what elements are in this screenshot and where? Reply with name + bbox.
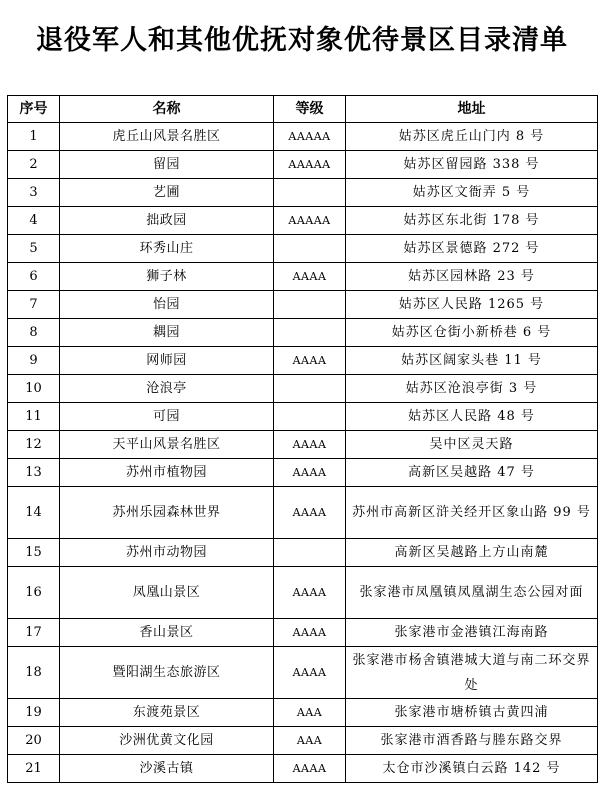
cell-name: 香山景区: [60, 619, 274, 647]
cell-address: 姑苏区人民路 1265 号: [346, 291, 598, 319]
table-row: [8, 207, 598, 235]
cell-level: AAAA: [274, 619, 346, 647]
table-row: [8, 755, 598, 783]
cell-address: 张家港市凤凰镇凤凰湖生态公园对面: [346, 567, 598, 619]
table-row: [8, 375, 598, 403]
table-row: [8, 151, 598, 179]
table-row: [8, 699, 598, 727]
cell-level: AAA: [274, 699, 346, 727]
cell-level: [274, 179, 346, 207]
scenic-spot-table: [7, 95, 598, 783]
cell-no: 15: [8, 539, 60, 567]
cell-name: 拙政园: [60, 207, 274, 235]
cell-address: 姑苏区东北街 178 号: [346, 207, 598, 235]
cell-level: AAAA: [274, 347, 346, 375]
cell-no: 21: [8, 755, 60, 783]
table-row: [8, 619, 598, 647]
cell-name: 可园: [60, 403, 274, 431]
cell-address: 高新区吴越路上方山南麓: [346, 539, 598, 567]
table-row: [8, 647, 598, 699]
cell-no: 16: [8, 567, 60, 619]
cell-level: [274, 235, 346, 263]
cell-address: 吴中区灵天路: [346, 431, 598, 459]
cell-no: 17: [8, 619, 60, 647]
cell-level: [274, 291, 346, 319]
table-row: [8, 567, 598, 619]
table-row: [8, 263, 598, 291]
cell-name: 狮子林: [60, 263, 274, 291]
cell-no: 7: [8, 291, 60, 319]
cell-level: [274, 319, 346, 347]
cell-no: 3: [8, 179, 60, 207]
cell-address: 太仓市沙溪镇白云路 142 号: [346, 755, 598, 783]
cell-name: 苏州乐园森林世界: [60, 487, 274, 539]
cell-address: 姑苏区文衙弄 5 号: [346, 179, 598, 207]
cell-name: 艺圃: [60, 179, 274, 207]
table-row: [8, 179, 598, 207]
table-header-row: [8, 96, 598, 123]
cell-no: 5: [8, 235, 60, 263]
cell-name: 怡园: [60, 291, 274, 319]
page-title: 退役军人和其他优抚对象优待景区目录清单: [36, 25, 568, 56]
header-no: 序号: [8, 96, 60, 123]
cell-no: 6: [8, 263, 60, 291]
cell-level: AAAA: [274, 755, 346, 783]
cell-no: 20: [8, 727, 60, 755]
cell-level: AAAA: [274, 487, 346, 539]
cell-address: 张家港市金港镇江海南路: [346, 619, 598, 647]
cell-name: 网师园: [60, 347, 274, 375]
cell-name: 天平山风景名胜区: [60, 431, 274, 459]
table-row: [8, 431, 598, 459]
cell-no: 14: [8, 487, 60, 539]
cell-level: AAAA: [274, 647, 346, 699]
cell-name: 苏州市植物园: [60, 459, 274, 487]
cell-address: 张家港市酒香路与塍东路交界: [346, 727, 598, 755]
cell-name: 苏州市动物园: [60, 539, 274, 567]
cell-level: AAAA: [274, 431, 346, 459]
header-address: 地址: [346, 96, 598, 123]
cell-level: [274, 375, 346, 403]
cell-no: 11: [8, 403, 60, 431]
cell-no: 8: [8, 319, 60, 347]
cell-address: 姑苏区留园路 338 号: [346, 151, 598, 179]
table-row: [8, 347, 598, 375]
cell-no: 12: [8, 431, 60, 459]
cell-name: 沙洲优黄文化园: [60, 727, 274, 755]
table-row: [8, 235, 598, 263]
cell-name: 虎丘山风景名胜区: [60, 123, 274, 151]
cell-address: 张家港市塘桥镇古黄四浦: [346, 699, 598, 727]
cell-no: 13: [8, 459, 60, 487]
table-row: [8, 291, 598, 319]
cell-name: 东渡苑景区: [60, 699, 274, 727]
cell-level: AAAAA: [274, 123, 346, 151]
cell-name: 沙溪古镇: [60, 755, 274, 783]
cell-level: [274, 539, 346, 567]
cell-address: 姑苏区园林路 23 号: [346, 263, 598, 291]
cell-address: 高新区吴越路 47 号: [346, 459, 598, 487]
cell-address: 姑苏区人民路 48 号: [346, 403, 598, 431]
cell-level: AAA: [274, 727, 346, 755]
header-name: 名称: [60, 96, 274, 123]
cell-level: AAAAA: [274, 151, 346, 179]
cell-no: 4: [8, 207, 60, 235]
cell-level: [274, 403, 346, 431]
cell-address: 姑苏区仓街小新桥巷 6 号: [346, 319, 598, 347]
table-row: [8, 403, 598, 431]
cell-no: 19: [8, 699, 60, 727]
cell-no: 10: [8, 375, 60, 403]
cell-level: AAAA: [274, 567, 346, 619]
cell-address: 姑苏区景德路 272 号: [346, 235, 598, 263]
cell-name: 沧浪亭: [60, 375, 274, 403]
cell-address: 姑苏区虎丘山门内 8 号: [346, 123, 598, 151]
cell-name: 留园: [60, 151, 274, 179]
table-row: [8, 727, 598, 755]
header-level: 等级: [274, 96, 346, 123]
cell-name: 耦园: [60, 319, 274, 347]
cell-address: 姑苏区阔家头巷 11 号: [346, 347, 598, 375]
table-row: [8, 319, 598, 347]
table-row: [8, 487, 598, 539]
cell-no: 18: [8, 647, 60, 699]
cell-no: 9: [8, 347, 60, 375]
cell-level: AAAA: [274, 459, 346, 487]
cell-address: 张家港市杨舍镇港城大道与南二环交界处: [346, 647, 598, 699]
table-row: [8, 459, 598, 487]
cell-name: 暨阳湖生态旅游区: [60, 647, 274, 699]
cell-no: 1: [8, 123, 60, 151]
table-row: [8, 123, 598, 151]
cell-level: AAAAA: [274, 207, 346, 235]
cell-address: 姑苏区沧浪亭街 3 号: [346, 375, 598, 403]
cell-address: 苏州市高新区浒关经开区象山路 99 号: [346, 487, 598, 539]
cell-level: AAAA: [274, 263, 346, 291]
cell-name: 环秀山庄: [60, 235, 274, 263]
cell-no: 2: [8, 151, 60, 179]
table-row: [8, 539, 598, 567]
cell-name: 凤凰山景区: [60, 567, 274, 619]
